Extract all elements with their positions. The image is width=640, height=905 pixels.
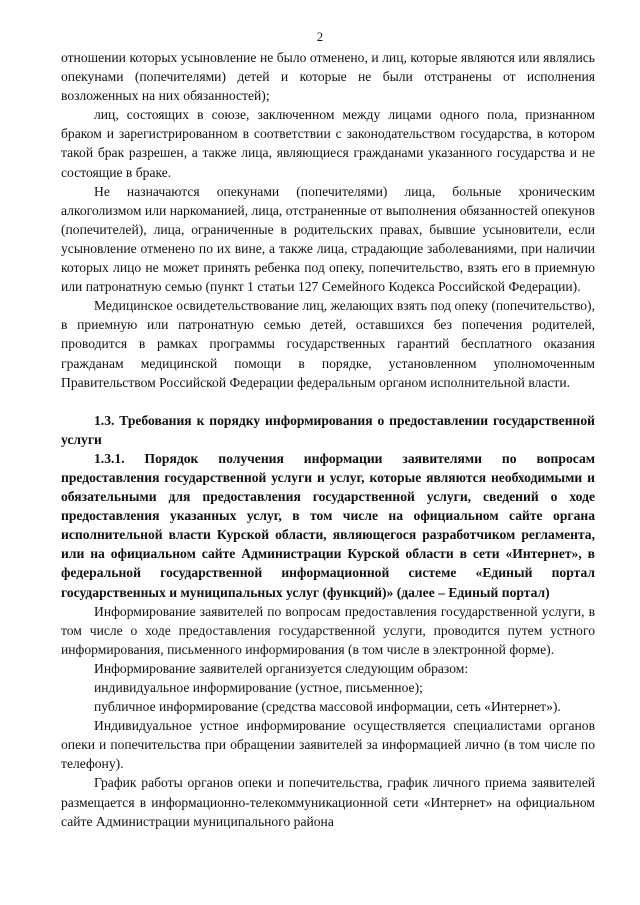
paragraph: Медицинское освидетельствование лиц, желающих взять под опеку (попечительство), в приемную или патронатную семью детей, оставшихся без попечения родителей, проводится в рамках программы государственных гарантий бесплатного оказания гражданам медицинской помощи в порядке, установленном уполномоченным Правительством Российской Федерации федеральным органом исполнительной власти.: [61, 298, 595, 390]
paragraph: индивидуальное информирование (устное, письменное);: [94, 680, 423, 695]
paragraph: Информирование заявителей организуется следующим образом:: [94, 660, 469, 676]
page-number: 2: [316, 30, 324, 44]
paragraph: Индивидуальное устное информирование осуществляется специалистами органов опеки и попечительства при обращении заявителей за информацией лично (в том числе по телефону).: [61, 718, 595, 772]
subsection-heading: 1.3.1. Порядок получения информации заявителями по вопросам предоставления государственной услуги и услуг, которые являются необходимыми и обязательными для предоставления государственной услуги, сведений о ходе предоставления указанных услуг, в том числе на официальном сайте органа исполнительной власти Курской области, являющегося разработчиком регламента, или на официальном сайте Администрации Курской области в сети «Интернет», в федеральной государственной информационной системе «Единый портал государственных и муниципальных услуг (функций)» (далее – Единый портал): [61, 450, 595, 600]
section-heading: 1.3. Требования к порядку информирования о предоставлении государственной услуги: [61, 412, 595, 447]
paragraph: График работы органов опеки и попечительства, график личного приема заявителей размещается в информационно-телекоммуникационной сети «Интернет» на официальном сайте Администрации муниципального района: [61, 775, 595, 829]
paragraph: отношении которых усыновление не было отменено, и лиц, которые являются или являлись опекунами (попечителями) детей и которые не были отстранены от исполнения возложенных на них обязанностей);: [61, 50, 595, 104]
paragraph: публичное информирование (средства массовой информации, сеть «Интернет»).: [94, 699, 561, 715]
paragraph: Информирование заявителей по вопросам предоставления государственной услуги, в том числе о ходе предоставления государственной услуги, проводится путем устного информирования, письменного информирования (в том числе в электронной форме).: [61, 603, 595, 657]
document-body: [61, 48, 595, 831]
paragraph: Не назначаются опекунами (попечителями) лица, больные хроническим алкоголизмом или наркоманией, лица, отстраненные от выполнения обязанностей опекунов (попечителей), лица, ограниченные в родительских правах, бывшие усыновители, если усыновление отменено по их вине, а также лица, страдающие заболеваниями, при наличии которых лицо не может принять ребенка под опеку, попечительство, взять его в приемную или патронатную семью (пункт 1 статьи 127 Семейного Кодекса Российской Федерации).: [61, 183, 595, 295]
paragraph: лиц, состоящих в союзе, заключенном между лицами одного пола, признанном браком и зарегистрированном в соответствии с законодательством государства, в котором такой брак разрешен, а также лица, являющиеся гражданами указанного государства и не состоящие в браке.: [61, 107, 595, 180]
